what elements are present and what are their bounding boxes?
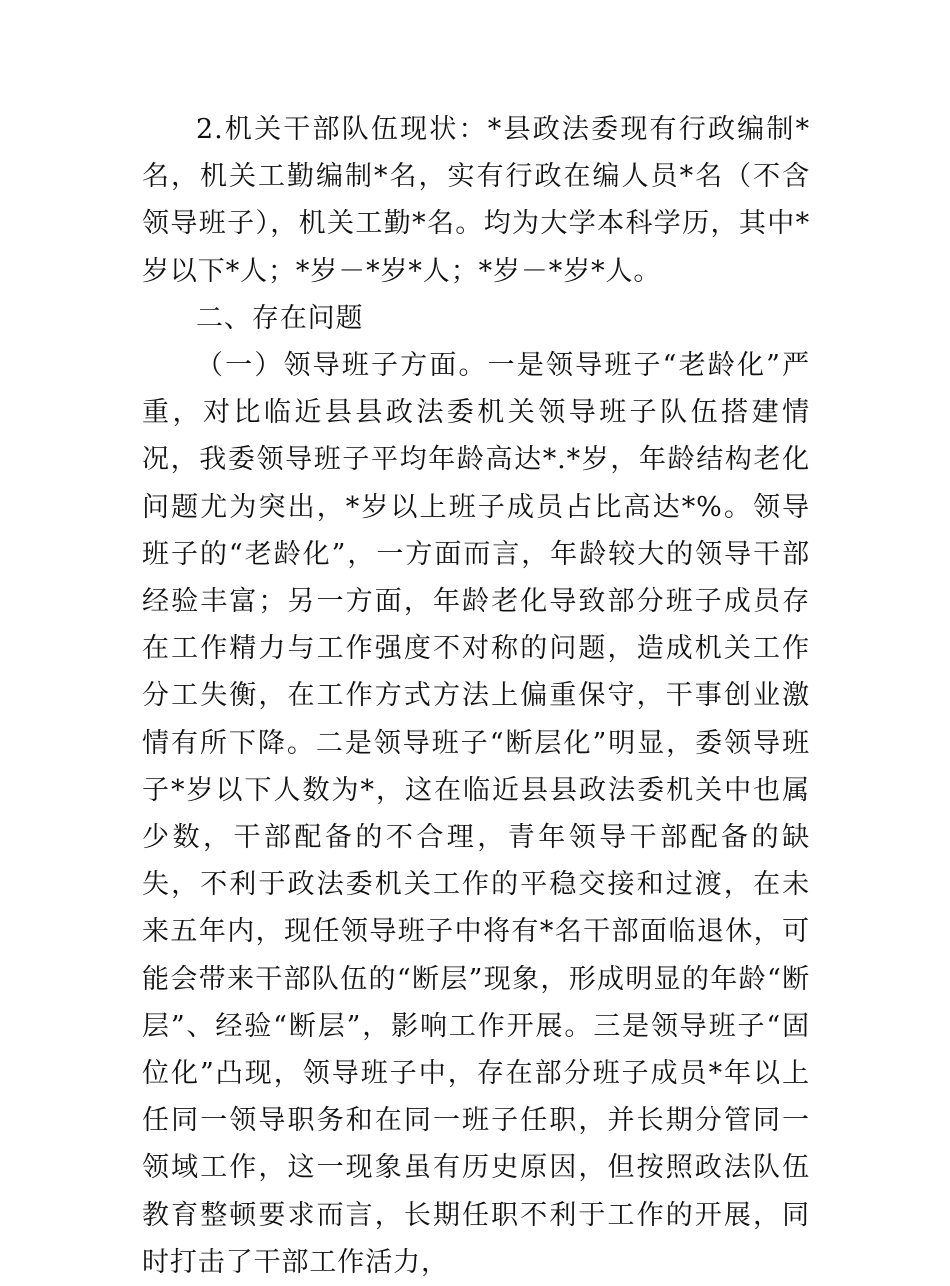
section-heading-problems: 二、存在问题 [196, 302, 364, 334]
document-body [142, 106, 810, 1286]
paragraph-leadership-issues: （一）领导班子方面。一是领导班子“老龄化”严重，对比临近县县政法委机关领导班子队伍搭建情况，我委领导班子平均年龄高达*.*岁，年龄结构老化问题尤为突出，*岁以上班子成员占比高达*%。领导班子的“老龄化”，一方面而言，年龄较大的领导干部经验丰富；另一方面，年龄老化导致部分班子成员存在工作精力与工作强度不对称的问题，造成机关工作分工失衡，在工作方式方法上偏重保守，干事创业激情有所下降。二是领导班子“断层化”明显，委领导班子*岁以下人数为*，这在临近县县政法委机关中也属少数，干部配备的不合理，青年领导干部配备的缺失，不利于政法委机关工作的平稳交接和过渡，在未来五年内，现任领导班子中将有*名干部面临退休，可能会带来干部队伍的“断层”现象，形成明显的年龄“断层”、经验“断层”，影响工作开展。三是领导班子“固位化”凸现，领导班子中，存在部分班子成员*年以上任同一领导职务和在同一班子任职，并长期分管同一领域工作，这一现象虽有历史原因，但按照政法队伍教育整顿要求而言，长期任职不利于工作的开展，同时打击了干部工作活力， [142, 350, 810, 1278]
paragraph-staff-status: 2.机关干部队伍现状：*县政法委现有行政编制*名，机关工勤编制*名，实有行政在编人员*名（不含领导班子），机关工勤*名。均为大学本科学历，其中*岁以下*人；*岁－*岁*人；*岁－*岁*人。 [142, 114, 810, 287]
